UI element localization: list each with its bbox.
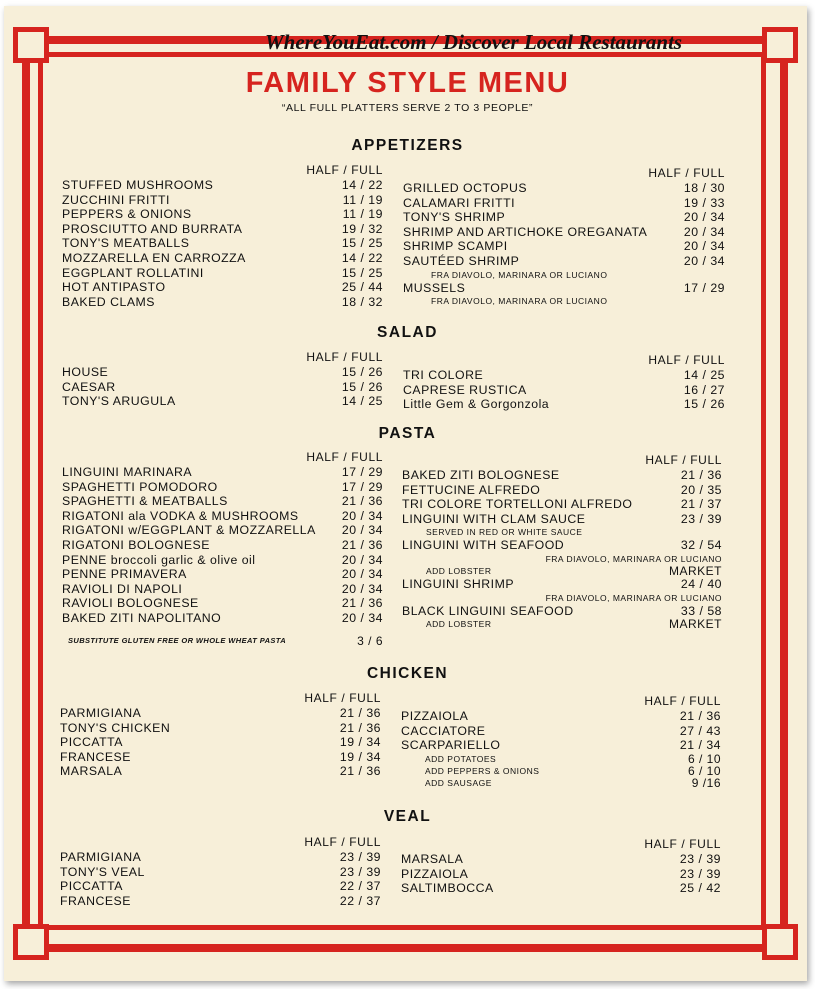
half-full-header: HALF / FULL xyxy=(645,453,722,467)
item-price: 18 / 30 xyxy=(683,181,725,195)
site-watermark: WhereYouEat.com / Discover Local Restaurants xyxy=(265,30,683,54)
item-price: 15 / 26 xyxy=(341,365,383,379)
item-name: PICCATTA xyxy=(60,879,123,894)
item-name: TONY'S VEAL xyxy=(60,864,145,879)
item-name: SUBSTITUTE GLUTEN FREE OR WHOLE WHEAT PASTA xyxy=(68,636,287,645)
item-name: LINGUINI WITH CLAM SAUCE xyxy=(402,511,586,526)
corner-ornament xyxy=(762,924,798,960)
menu-item xyxy=(403,196,725,211)
menu-item xyxy=(401,867,721,882)
menu-item xyxy=(402,512,722,527)
item-name: CACCIATORE xyxy=(401,723,486,738)
item-price: MARKET xyxy=(668,617,722,632)
item-name: RIGATONI BOLOGNESE xyxy=(62,537,210,552)
item-price: 19 / 34 xyxy=(339,749,381,764)
section-title-pasta: PASTA xyxy=(378,425,437,442)
corner-ornament xyxy=(13,924,49,960)
menu-item xyxy=(60,879,381,894)
add-on-item xyxy=(402,618,722,630)
item-price: 23 / 39 xyxy=(680,511,722,526)
item-name: RAVIOLI DI NAPOLI xyxy=(62,581,183,596)
item-price: 21 / 36 xyxy=(341,494,383,509)
menu-item xyxy=(60,721,381,736)
menu-item xyxy=(62,222,383,237)
menu-item xyxy=(60,706,381,721)
page-title: FAMILY STYLE MENU xyxy=(245,67,570,99)
item-name: BLACK LINGUINI SEAFOOD xyxy=(402,603,574,618)
pasta-right-column xyxy=(402,452,722,630)
item-name: PIZZAIOLA xyxy=(401,866,469,881)
item-name: SALTIMBOCCA xyxy=(401,881,494,896)
item-price: 14 / 22 xyxy=(341,178,383,192)
item-price: 3 / 6 xyxy=(357,634,383,648)
item-name: PENNE broccoli garlic & olive oil xyxy=(62,552,256,567)
add-on-item xyxy=(401,765,721,777)
item-name: ADD PEPPERS & ONIONS xyxy=(425,765,540,776)
item-name: SCARPARIELLO xyxy=(401,738,501,753)
half-full-header: HALF / FULL xyxy=(644,837,721,851)
item-name: MARSALA xyxy=(401,852,464,866)
menu-item xyxy=(403,281,725,296)
item-price: 20 / 34 xyxy=(341,523,383,538)
appetizers-left-column xyxy=(62,162,383,309)
half-full-header: HALF / FULL xyxy=(644,694,721,708)
menu-item xyxy=(402,577,722,592)
item-price: 14 / 25 xyxy=(341,394,383,409)
veal-right-column xyxy=(401,836,721,896)
item-name: STUFFED MUSHROOMS xyxy=(62,178,214,192)
item-price: 20 / 34 xyxy=(683,239,725,254)
item-name: CAESAR xyxy=(62,379,116,394)
item-price: 14 / 25 xyxy=(683,368,725,382)
item-name: FETTUCINE ALFREDO xyxy=(402,482,541,497)
item-price: 18 / 32 xyxy=(341,294,383,309)
item-name: PICCATTA xyxy=(60,735,123,750)
item-price: 6 / 10 xyxy=(687,751,721,766)
item-name: LINGUINI MARINARA xyxy=(62,465,193,479)
veal-left-column xyxy=(60,834,381,908)
menu-item xyxy=(402,483,722,498)
item-price: 16 / 27 xyxy=(683,382,725,397)
item-name: PROSCIUTTO AND BURRATA xyxy=(62,221,243,236)
item-name: ADD POTATOES xyxy=(425,753,497,764)
menu-item xyxy=(401,852,721,867)
menu-item xyxy=(403,383,725,398)
item-price: 21 / 36 xyxy=(680,468,722,482)
substitute-pasta-note xyxy=(68,634,383,648)
menu-item xyxy=(60,750,381,765)
section-title-salad: SALAD xyxy=(377,324,438,341)
item-price: 21 / 36 xyxy=(339,720,381,735)
item-name: SHRIMP SCAMPI xyxy=(403,239,508,254)
item-name: RIGATONI w/EGGPLANT & MOZZARELLA xyxy=(62,523,316,538)
item-name: PEPPERS & ONIONS xyxy=(62,207,192,222)
item-price: 11 / 19 xyxy=(342,192,383,207)
item-name: MUSSELS xyxy=(403,280,466,295)
item-name: Little Gem & Gorgonzola xyxy=(403,397,550,412)
item-name: BAKED ZITI BOLOGNESE xyxy=(402,468,560,482)
menu-item xyxy=(62,465,383,480)
item-name: TONY'S SHRIMP xyxy=(403,210,506,225)
menu-item xyxy=(403,239,725,254)
section-title-chicken: CHICKEN xyxy=(366,665,449,682)
item-price: 33 / 58 xyxy=(680,603,722,618)
item-price: 15 / 25 xyxy=(341,236,383,251)
item-name: CALAMARI FRITTI xyxy=(403,195,516,210)
chicken-left-column xyxy=(60,690,381,779)
item-name: BAKED ZITI NAPOLITANO xyxy=(62,610,222,625)
item-price: 20 / 34 xyxy=(341,610,383,625)
item-name: RAVIOLI BOLOGNESE xyxy=(62,596,199,611)
item-price: 23 / 39 xyxy=(679,852,721,866)
menu-item xyxy=(62,295,383,310)
item-price: 19 / 33 xyxy=(683,195,725,210)
menu-item xyxy=(62,280,383,295)
item-price: 21 / 36 xyxy=(341,596,383,611)
item-price: 22 / 37 xyxy=(339,879,381,894)
menu-item xyxy=(62,236,383,251)
menu-item xyxy=(62,480,383,495)
item-name: SPAGHETTI & MEATBALLS xyxy=(62,494,228,509)
appetizers-right-column xyxy=(403,165,725,307)
menu-item xyxy=(60,735,381,750)
item-note: FRA DIAVOLO, MARINARA OR LUCIANO xyxy=(431,296,608,307)
item-name: RIGATONI ala VODKA & MUSHROOMS xyxy=(62,508,299,523)
menu-item xyxy=(60,865,381,880)
menu-item xyxy=(401,709,721,724)
menu-item xyxy=(62,178,383,193)
item-price: 15 / 25 xyxy=(341,265,383,280)
item-price: 17 / 29 xyxy=(341,465,383,479)
item-price: 21 / 37 xyxy=(680,497,722,512)
item-price: 21 / 36 xyxy=(341,537,383,552)
item-name: TONY'S ARUGULA xyxy=(62,394,176,409)
item-name: BAKED CLAMS xyxy=(62,294,155,309)
item-note: FRA DIAVOLO, MARINARA OR LUCIANO xyxy=(545,592,722,603)
chicken-right-column xyxy=(401,693,721,789)
menu-item xyxy=(62,523,383,538)
half-full-header: HALF / FULL xyxy=(306,350,383,364)
item-price: 20 / 34 xyxy=(683,210,725,225)
item-name: ZUCCHINI FRITTI xyxy=(62,192,170,207)
item-name: PARMIGIANA xyxy=(60,850,142,864)
half-full-header: HALF / FULL xyxy=(306,450,383,464)
item-price: 24 / 40 xyxy=(680,576,722,591)
half-full-header: HALF / FULL xyxy=(304,835,381,849)
menu-item xyxy=(62,553,383,568)
item-name: EGGPLANT ROLLATINI xyxy=(62,265,204,280)
item-price: 15 / 26 xyxy=(683,397,725,412)
item-price: 17 / 29 xyxy=(341,479,383,494)
menu-item xyxy=(62,611,383,626)
item-name: SPAGHETTI POMODORO xyxy=(62,479,218,494)
item-price: 21 / 36 xyxy=(339,706,381,720)
item-name: ADD LOBSTER xyxy=(426,619,492,630)
item-name: GRILLED OCTOPUS xyxy=(403,181,528,195)
half-full-header: HALF / FULL xyxy=(648,166,725,180)
item-price: 15 / 26 xyxy=(341,379,383,394)
menu-item xyxy=(62,394,383,409)
menu-item xyxy=(62,567,383,582)
section-title-appetizers: APPETIZERS xyxy=(351,137,464,154)
item-name: SHRIMP AND ARTICHOKE OREGANATA xyxy=(403,224,648,239)
salad-left-column xyxy=(62,349,383,409)
menu-item xyxy=(402,604,722,619)
menu-item xyxy=(60,850,381,865)
half-full-header: HALF / FULL xyxy=(304,691,381,705)
pasta-left-column xyxy=(62,449,383,626)
item-price: MARKET xyxy=(668,563,722,578)
menu-item xyxy=(401,738,721,753)
menu-item xyxy=(403,181,725,196)
menu-item xyxy=(60,764,381,779)
item-price: 20 / 34 xyxy=(341,508,383,523)
menu-item xyxy=(402,468,722,483)
item-name: TRI COLORE xyxy=(403,368,484,382)
item-note: SERVED IN RED OR WHITE SAUCE xyxy=(426,527,583,538)
menu-item xyxy=(62,538,383,553)
salad-right-column xyxy=(403,352,725,412)
item-price: 20 / 34 xyxy=(341,567,383,582)
item-price: 20 / 34 xyxy=(341,581,383,596)
menu-item xyxy=(401,724,721,739)
item-price: 22 / 37 xyxy=(339,893,381,908)
item-price: 25 / 44 xyxy=(341,280,383,295)
menu-item xyxy=(403,225,725,240)
menu-item xyxy=(403,254,725,269)
item-name: CAPRESE RUSTICA xyxy=(403,382,527,397)
menu-item xyxy=(62,596,383,611)
item-price: 25 / 42 xyxy=(679,881,721,896)
menu-item xyxy=(62,266,383,281)
item-name: PIZZAIOLA xyxy=(401,709,469,723)
item-name: SAUTÉED SHRIMP xyxy=(403,253,520,268)
item-name: MARSALA xyxy=(60,764,123,779)
add-on-item xyxy=(401,753,721,765)
item-name: FRANCESE xyxy=(60,749,131,764)
half-full-header: HALF / FULL xyxy=(306,163,383,177)
item-name: PARMIGIANA xyxy=(60,706,142,720)
item-price: 11 / 19 xyxy=(342,207,383,222)
item-name: ADD LOBSTER xyxy=(426,565,492,576)
item-name: HOT ANTIPASTO xyxy=(62,280,166,295)
item-price: 21 / 34 xyxy=(679,738,721,753)
corner-ornament xyxy=(13,27,49,63)
menu-item xyxy=(62,509,383,524)
menu-item xyxy=(403,368,725,383)
item-price: 14 / 22 xyxy=(341,250,383,265)
menu-item xyxy=(62,380,383,395)
item-name: FRANCESE xyxy=(60,893,131,908)
item-price: 20 / 35 xyxy=(680,482,722,497)
item-price: 17 / 29 xyxy=(683,280,725,295)
menu-item xyxy=(62,251,383,266)
item-price: 6 / 10 xyxy=(687,763,721,778)
item-name: TRI COLORE TORTELLONI ALFREDO xyxy=(402,497,633,512)
item-price: 27 / 43 xyxy=(679,723,721,738)
item-price: 20 / 34 xyxy=(683,224,725,239)
menu-item xyxy=(62,193,383,208)
menu-item xyxy=(62,207,383,222)
item-name: ADD SAUSAGE xyxy=(425,777,492,788)
item-price: 23 / 39 xyxy=(679,866,721,881)
menu-item xyxy=(401,881,721,896)
item-name: TONY'S CHICKEN xyxy=(60,720,171,735)
menu-item xyxy=(403,210,725,225)
corner-ornament xyxy=(762,27,798,63)
item-price: 23 / 39 xyxy=(339,864,381,879)
menu-item xyxy=(62,494,383,509)
item-price: 19 / 34 xyxy=(339,735,381,750)
item-name: PENNE PRIMAVERA xyxy=(62,567,187,582)
menu-item xyxy=(403,397,725,412)
item-name: LINGUINI WITH SEAFOOD xyxy=(402,538,565,553)
item-name: TONY'S MEATBALLS xyxy=(62,236,190,251)
item-price: 23 / 39 xyxy=(339,850,381,864)
item-price: 21 / 36 xyxy=(339,764,381,779)
add-on-item xyxy=(401,777,721,789)
item-name: HOUSE xyxy=(62,365,109,379)
page-subtitle: “ALL FULL PLATTERS SERVE 2 TO 3 PEOPLE” xyxy=(281,102,534,114)
menu-item xyxy=(62,582,383,597)
menu-item xyxy=(402,538,722,553)
item-price: 32 / 54 xyxy=(680,538,722,553)
half-full-header: HALF / FULL xyxy=(648,353,725,367)
section-title-veal: VEAL xyxy=(383,808,432,825)
item-note: FRA DIAVOLO, MARINARA OR LUCIANO xyxy=(431,269,608,280)
menu-item xyxy=(62,365,383,380)
add-on-item xyxy=(402,565,722,577)
item-price: 20 / 34 xyxy=(683,253,725,268)
item-note: FRA DIAVOLO, MARINARA OR LUCIANO xyxy=(545,553,722,564)
menu-item xyxy=(60,894,381,909)
item-price: 20 / 34 xyxy=(341,552,383,567)
item-price: 9 /16 xyxy=(691,775,721,790)
menu-item xyxy=(402,497,722,512)
item-price: 21 / 36 xyxy=(679,709,721,723)
item-name: MOZZARELLA EN CARROZZA xyxy=(62,250,246,265)
item-name: LINGUINI SHRIMP xyxy=(402,576,515,591)
item-price: 19 / 32 xyxy=(341,221,383,236)
